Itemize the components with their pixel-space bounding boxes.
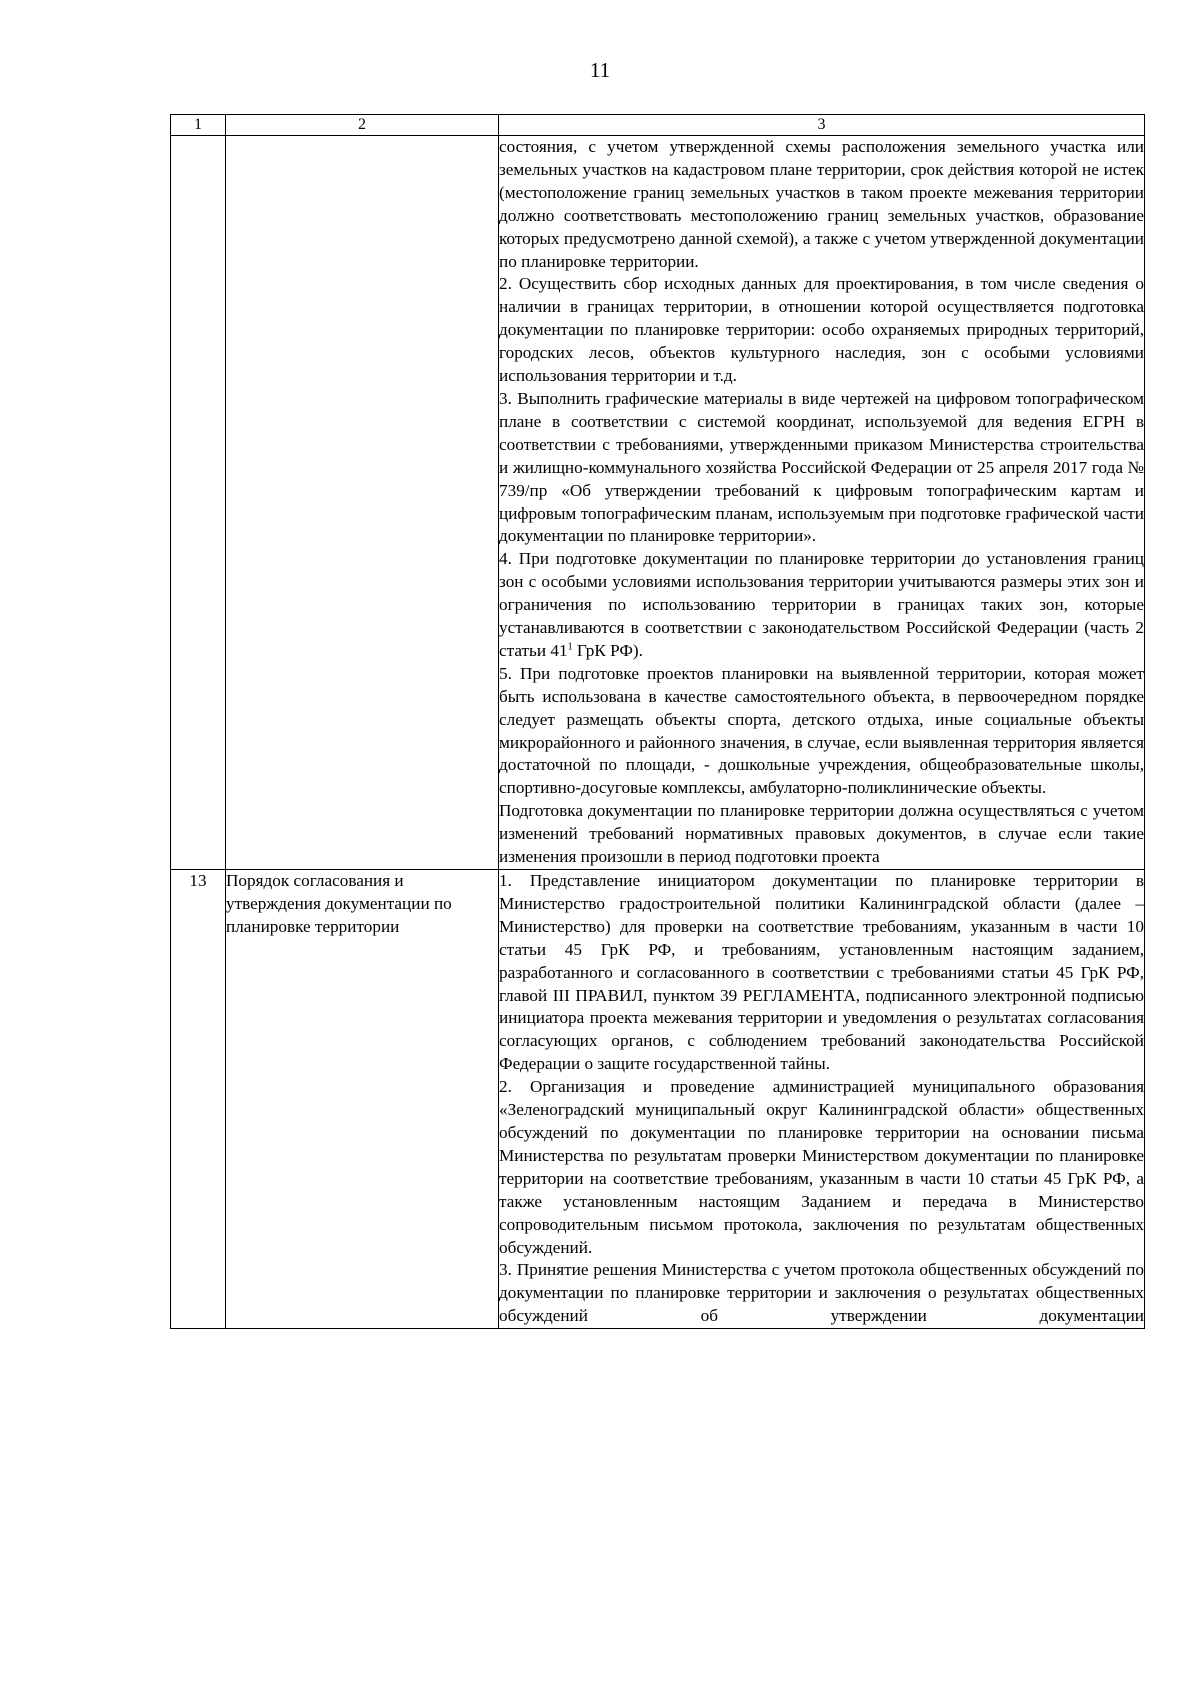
content-paragraph [499,548,1144,663]
content-paragraph: Подготовка документации по планировке территории должна осуществляться с учетом изменений требований нормативных правовых документов, в случае если такие изменения произошли в период подготовки проекта [499,801,1144,867]
content-paragraph: состояния, с учетом утвержденной схемы расположения земельного участка или земельных участков на кадастровом плане территории, срок действия которой не истек (местоположение границ земельных участков в таком проекте межевания территории должно соответствовать местоположению границ земельных участков, образование которых предусмотрено данной схемой), а также с учетом утвержденной документации по планировке территории. [499,137,1144,271]
row-title [226,136,499,870]
row-content [499,136,1145,870]
paragraph-text: 4. При подготовке документации по планировке территории до установления границ зон с особыми условиями использования территории учитываются размеры этих зон и ограничения по использованию территории в границах таких зон, которые устанавливаются в соответствии с законодательством Российской Федерации (часть 2 статьи 41 [499,549,1144,660]
header-col-3: 3 [499,115,1145,136]
requirements-table [170,114,1145,1329]
header-col-1: 1 [171,115,226,136]
content-paragraph: 5. При подготовке проектов планировки на выявленной территории, которая может быть использована в качестве самостоятельного объекта, в первоочередном порядке следует размещать объекты спорта, детского отдыха, иные социальные объекты микрорайонного и районного значения, в случае, если выявленная территория является достаточной по площади, - дошкольные учреждения, общеобразовательные школы, спортивно-досуговые комплексы, амбулаторно-поликлинические объекты. [499,663,1144,798]
table-row [171,870,1145,1329]
paragraph-tail: ГрК РФ). [572,640,643,660]
content-paragraph: 2. Осуществить сбор исходных данных для проектирования, в том числе сведения о наличии в границах территории, в отношении которой осуществляется подготовка документации по планировке территории: особо охраняемых природных территорий, городских лесов, объектов культурного наследия, зон с особыми условиями использования территории и т.д. [499,274,1144,386]
header-col-2: 2 [226,115,499,136]
row-number [171,136,226,870]
table-row [171,136,1145,870]
content-paragraph: 3. Принятие решения Министерства с учетом протокола общественных обсуждений по документации по планировке территории и заключения о результатах общественных обсуждений об утверждении документации [499,1260,1144,1326]
row-number: 13 [171,870,226,1329]
content-paragraph: 2. Организация и проведение администрацией муниципального образования «Зеленоградский муниципальный округ Калининградской области» общественных обсуждений по документации по планировке территории на основании письма Министерства по результатам проверки Министерством документации по планировке территории на соответствие требованиям, указанным в части 10 статьи 45 ГрК РФ, а также установленным настоящим Заданием и передача в Министерство сопроводительным письмом протокола, заключения по результатам общественных обсуждений. [499,1077,1144,1257]
row-title: Порядок согласования и утверждения документации по планировке территории [226,870,499,1329]
table-header-row [171,115,1145,136]
page-number: 11 [589,58,611,82]
superscript: 1 [567,641,573,653]
content-paragraph: 1. Представление инициатором документации по планировке территории в Министерство градостроительной политики Калининградской области (далее – Министерство) для проверки на соответствие требованиям, указанным в части 10 статьи 45 ГрК РФ, и требованиям, установленным настоящим заданием, разработанного и согласованного в соответствии с требованиями статьи 45 ГрК РФ, главой III ПРАВИЛ, пунктом 39 РЕГЛАМЕНТА, подписанного электронной подписью инициатора проекта межевания территории и уведомления о результатах согласования согласующих органов, с соблюдением требований законодательства Российской Федерации о защите государственной тайны. [499,871,1144,1074]
row-content [499,870,1145,1329]
content-paragraph: 3. Выполнить графические материалы в виде чертежей на цифровом топографическом плане в соответствии с системой координат, используемой для ведения ЕГРН в соответствии с требованиями, утвержденными приказом Министерства строительства и жилищно-коммунального хозяйства Российской Федерации от 25 апреля 2017 года № 739/пр «Об утверждении требований к цифровым топографическим картам и цифровым топографическим планам, используемым при подготовке графической части документации по планировке территории». [499,388,1144,546]
